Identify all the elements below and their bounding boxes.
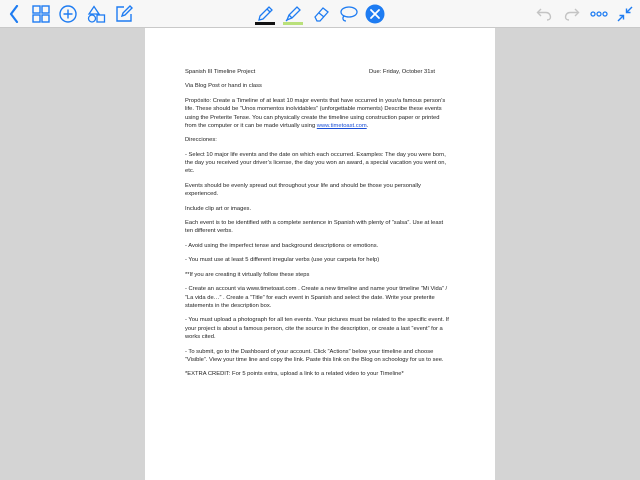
redo-icon[interactable] xyxy=(563,3,581,25)
eraser-tool-icon[interactable] xyxy=(310,3,332,25)
proposito-end: . xyxy=(366,122,369,129)
edit-note-icon[interactable] xyxy=(114,3,134,25)
paragraph: Include clip art or images. xyxy=(185,205,252,212)
shapes-icon[interactable] xyxy=(86,3,106,25)
paragraph: Each event is to be identified with a complete sentence in Spanish with plenty of “salsa”. Use at least ten different verbs. xyxy=(185,220,444,235)
pen-color-swatch xyxy=(255,22,275,25)
paragraph: - You must upload a photograph for all ten events. Your pictures must be related to the specific event. If your project is about a famous person, cite the source in the description, or create a last “event” for a works cited. xyxy=(185,317,449,341)
document-title: Spanish III Timeline Project xyxy=(185,69,256,75)
top-toolbar xyxy=(0,0,640,28)
due-date: Due: Friday, October 31st xyxy=(369,69,435,75)
submit-line: Via Blog Post or hand in class xyxy=(185,83,262,90)
paragraph: - Avoid using the imperfect tense and background descriptions or emotions. xyxy=(185,242,379,249)
back-chevron-icon[interactable] xyxy=(6,3,22,25)
paragraph: - You must use at least 5 different irregular verbs (use your carpeta for help) xyxy=(185,257,380,264)
proposito-text: Propósito: Create a Timeline of at least 10 major events that have occurred in your/a famous person’s life. These should be “Unos momentos inolvidables” (unforgettable moments) Describe these events using the Preterite Tense. You can physically create the timeline using construction paper or printed from the computer or it can be made virtually using xyxy=(185,97,446,129)
proposito-paragraph xyxy=(185,97,451,130)
more-icon[interactable] xyxy=(589,3,609,25)
document-body xyxy=(185,68,451,385)
collapse-icon[interactable] xyxy=(616,3,634,25)
paragraph: - To submit, go to the Dashboard of your account. Click “Actions” below your timeline and choose “Visible”. View your time line and copy the link. Paste this link on the Blog on schoology for us to see. xyxy=(185,348,444,363)
timetoast-link[interactable]: www.timetoast.com xyxy=(316,122,367,129)
lasso-tool-icon[interactable] xyxy=(337,3,359,25)
document-page xyxy=(145,28,495,480)
paragraph: Events should be evenly spread out throughout your life and should be those you personally experienced. xyxy=(185,182,421,198)
paragraph: *EXTRA CREDIT: For 5 points extra, upload a link to a related video to your Timeline* xyxy=(185,371,404,378)
direcciones-heading: Direcciones: xyxy=(185,137,217,144)
paragraph: - Select 10 major life events and the date on which each occurred. Examples: The day you were born, the day you received your driver’s license, the day you won an award, a special vacation you went on, etc. xyxy=(185,151,447,175)
grid-view-icon[interactable] xyxy=(31,3,51,25)
paragraph: **If you are creating it virtually follow these steps xyxy=(185,271,310,278)
paragraph: - Create an account via www.timetoast.com . Create a new timeline and name your timeline “Mi Vida” / “La vida de…” . Create a “Title” for each event in Spanish and select the date. Write your preterite statements in the description box. xyxy=(185,286,448,309)
highlighter-color-swatch xyxy=(283,22,303,25)
add-circle-icon[interactable] xyxy=(58,3,78,25)
undo-icon[interactable] xyxy=(535,3,553,25)
document-header xyxy=(185,68,451,76)
close-circle-icon[interactable] xyxy=(364,3,386,25)
